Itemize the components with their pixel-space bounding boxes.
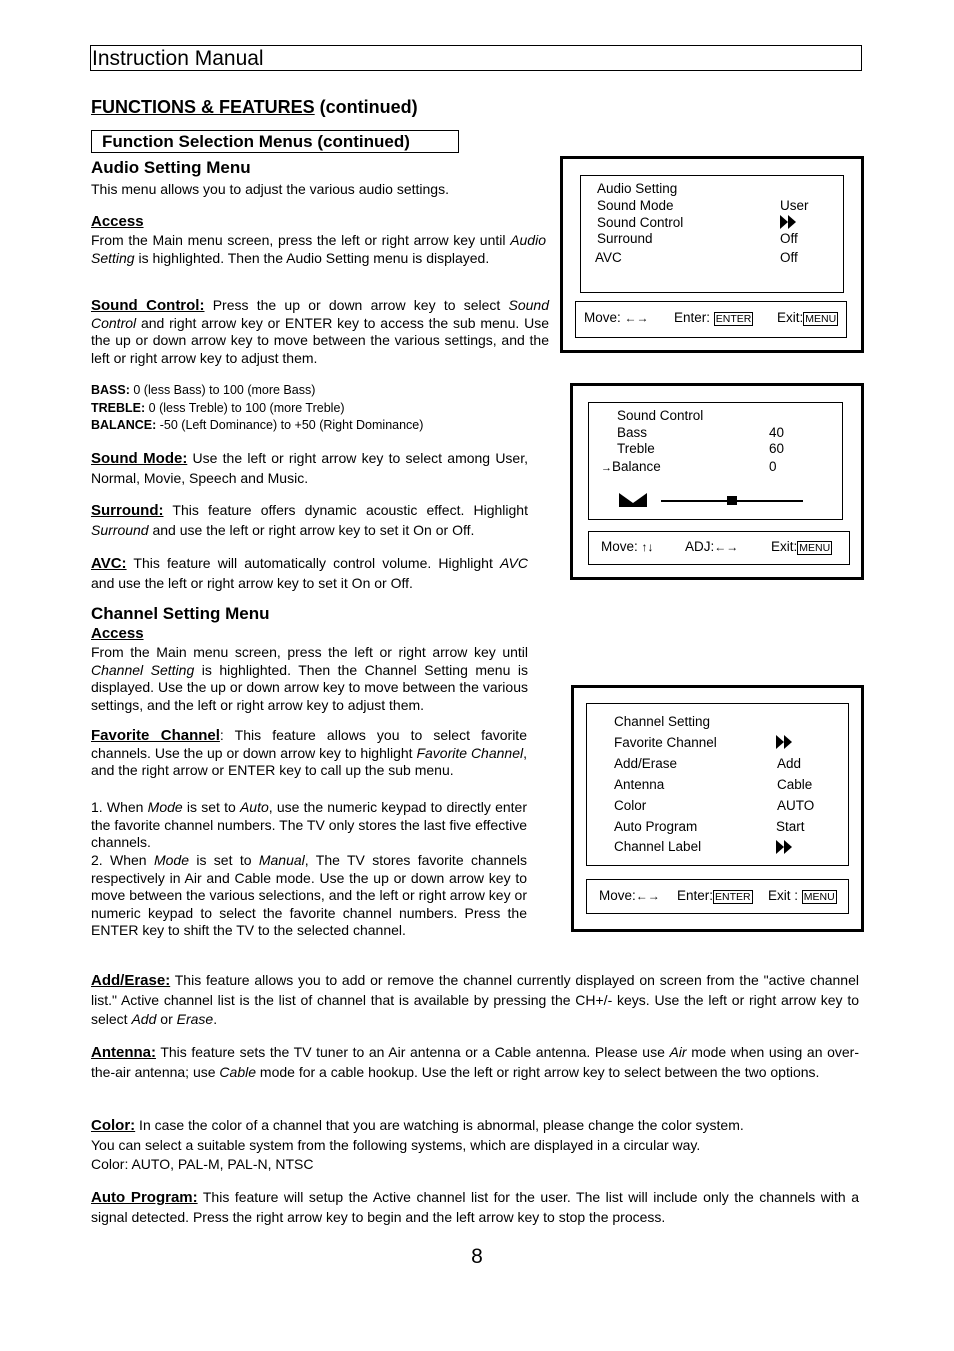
add-erase-para xyxy=(91,971,859,1030)
text-run: , use the numeric keypad to directly enter the favorite channel numbers. The TV only stores the last five effective channels. xyxy=(91,799,527,851)
adjust-label: ADJ: xyxy=(685,539,715,554)
text-italic: Sound Control xyxy=(91,297,549,331)
manual-header: Instruction Manual xyxy=(90,45,862,71)
osd-row-value: Start xyxy=(776,819,805,834)
text-run: is highlighted. Then the Audio Setting menu is displayed. xyxy=(134,249,490,266)
treble-range-text: 0 (less Treble) to 100 (more Treble) xyxy=(145,400,345,415)
submenu-arrow-icon xyxy=(776,735,794,752)
exit-hint xyxy=(777,310,838,326)
osd-title: Channel Setting xyxy=(614,714,711,729)
osd-row-value: Off xyxy=(780,231,798,246)
channel-heading: Channel Setting Menu xyxy=(91,604,270,623)
text-run: is highlighted. Then the Channel Setting menu is displayed. Use the up or down arrow key to move between the various settings, and the left or right arrow key to adjust them. xyxy=(91,661,528,713)
osd-row-value: AUTO xyxy=(777,798,815,813)
text-run: , and the right arrow or ENTER key to call up the sub menu. xyxy=(91,744,527,779)
add-erase-label: Add/Erase: xyxy=(91,972,171,989)
osd-row-value: 40 xyxy=(769,425,785,440)
balance-range-label: BALANCE: xyxy=(91,418,157,432)
osd-row-label: Favorite Channel xyxy=(614,735,717,750)
surround-para xyxy=(91,501,528,540)
audio-access-label: Access xyxy=(91,213,144,230)
text-run: Press the up or down arrow key to select xyxy=(204,297,509,313)
osd-row-value: Cable xyxy=(777,777,813,792)
osd-row-value: Off xyxy=(780,250,798,265)
sound-mode-label: Sound Mode: xyxy=(91,450,188,467)
auto-program-label: Auto Program: xyxy=(91,1189,198,1206)
move-label: Move: xyxy=(599,888,636,903)
text-italic: Add xyxy=(131,1011,157,1027)
sound-control-para xyxy=(91,297,549,367)
text-run: and right arrow key or ENTER key to access the sub menu. Use the up or down arrow key to move between the various settings, and the left or right arrow key to adjust them. xyxy=(91,314,549,366)
balance-range-text: -50 (Left Dominance) to +50 (Right Dominance) xyxy=(156,418,424,432)
channel-access-label: Access xyxy=(91,625,144,642)
text-italic: Cable xyxy=(219,1063,257,1080)
sound-control-key-bar xyxy=(588,531,850,565)
text-italic: Erase xyxy=(176,1011,214,1027)
osd-title: Sound Control xyxy=(617,408,704,423)
text-run: This feature offers dynamic acoustic effect. Highlight xyxy=(163,502,528,518)
osd-row-label: Treble xyxy=(617,441,655,456)
color-label: Color: xyxy=(91,1117,136,1134)
channel-setting-menu-box xyxy=(586,703,849,866)
move-hint xyxy=(599,888,660,903)
channel-setting-osd xyxy=(571,685,864,932)
fast-forward-icon xyxy=(780,215,798,229)
audio-setting-key-bar xyxy=(575,301,847,338)
osd-row-value: User xyxy=(780,198,809,213)
color-line-2: You can select a suitable system from the following systems, which are displayed in a circular way. xyxy=(91,1136,701,1153)
exit-hint xyxy=(768,888,837,904)
exit-label: Exit: xyxy=(777,310,804,325)
left-right-arrow-icon: ←→ xyxy=(635,889,660,903)
osd-row-label: Add/Erase xyxy=(614,756,678,771)
left-right-arrow-icon: ←→ xyxy=(624,311,649,325)
text-italic: Manual xyxy=(258,852,305,868)
osd-row-label: Antenna xyxy=(614,777,665,792)
osd-row-label: Sound Control xyxy=(597,215,684,230)
up-down-arrow-icon: ↑↓ xyxy=(641,540,654,554)
text-italic: Mode xyxy=(153,852,189,868)
enter-label: Enter: xyxy=(674,310,711,325)
text-italic: Channel Setting xyxy=(91,661,195,678)
antenna-label: Antenna: xyxy=(91,1044,156,1061)
treble-range-label: TREBLE: xyxy=(91,400,146,415)
balance-slider-knob xyxy=(727,496,737,505)
speaker-balance-icon xyxy=(619,491,651,509)
section-title xyxy=(91,97,418,118)
range-list xyxy=(91,382,551,435)
text-run: : This feature allows you to select favorite channels. Use the up or down arrow key to highlight xyxy=(91,727,527,761)
audio-access-text xyxy=(91,232,546,267)
move-label: Move: xyxy=(601,539,638,554)
menu-key-icon: MENU xyxy=(803,891,835,903)
osd-row-label: Sound Mode xyxy=(597,198,674,213)
text-italic: Auto xyxy=(239,799,269,815)
osd-row-value: 60 xyxy=(769,441,785,456)
osd-row-value: Add xyxy=(777,756,802,771)
exit-label: Exit : xyxy=(768,888,799,903)
text-run: , The TV stores favorite channels respectively in Air and Cable mode. Use the up or down arrow key to move between the various selections, and the left or right arrow key or numeric keypad to select the favorite channel numbers. Press the ENTER key to shift the TV to the selected channel. xyxy=(91,852,528,939)
color-line-3: Color: AUTO, PAL-M, PAL-N, NTSC xyxy=(91,1156,314,1172)
menu-key-icon: MENU xyxy=(805,313,837,325)
auto-program-para xyxy=(91,1188,859,1227)
submenu-arrow-icon xyxy=(780,215,798,232)
enter-hint xyxy=(674,310,753,326)
text-italic: Surround xyxy=(91,521,149,538)
bass-range-text: 0 (less Bass) to 100 (more Bass) xyxy=(129,383,316,397)
balance-row xyxy=(601,459,661,474)
osd-row-label: Channel Label xyxy=(614,839,702,854)
text-run: From the Main menu screen, press the left or right arrow key until xyxy=(91,644,528,660)
menu-key-icon: MENU xyxy=(799,542,831,554)
antenna-para xyxy=(91,1043,859,1082)
color-para xyxy=(91,1116,859,1175)
left-right-arrow-icon: ←→ xyxy=(714,540,739,554)
text-italic: Favorite Channel xyxy=(416,744,524,761)
exit-label: Exit: xyxy=(771,539,798,554)
text-run: . xyxy=(213,1011,218,1027)
sound-mode-para xyxy=(91,449,528,488)
text-run: and use the left or right arrow key to set it On or Off. xyxy=(91,574,413,591)
text-run: In case the color of a channel that you are watching is abnormal, please change the color system. xyxy=(135,1117,744,1133)
text-run: mode when using an over-the-air antenna; use xyxy=(91,1044,859,1080)
move-label: Move: xyxy=(584,310,621,325)
favorite-mode-manual xyxy=(91,852,527,940)
audio-heading: Audio Setting Menu xyxy=(91,158,251,177)
fast-forward-icon xyxy=(776,735,794,749)
enter-key-icon: ENTER xyxy=(715,313,752,325)
page-number: 8 xyxy=(471,1245,483,1268)
avc-label: AVC: xyxy=(91,555,127,572)
adjust-hint xyxy=(685,539,738,554)
sound-control-osd xyxy=(570,383,864,580)
osd-row-label: Color xyxy=(614,798,647,813)
text-run: Use the left or right arrow key to select among User, Normal, Movie, Speech and Music. xyxy=(91,450,528,486)
move-hint xyxy=(584,310,649,325)
channel-setting-key-bar xyxy=(586,879,849,914)
osd-row-label: Bass xyxy=(617,425,648,440)
text-run: This feature will setup the Active channel list for the user. The list will include only the channels with a signal detected. Press the right arrow key to begin and the left arrow key to stop the process. xyxy=(91,1189,859,1225)
text-run: mode for a cable hookup. Use the left or right arrow key to select between the two options. xyxy=(256,1063,820,1080)
text-run: is set to xyxy=(188,852,259,868)
text-italic: AVC xyxy=(499,555,528,571)
enter-key-icon: ENTER xyxy=(715,891,751,903)
text-run: This feature will automatically control volume. Highlight xyxy=(126,555,500,571)
text-italic: Mode xyxy=(147,799,183,815)
bass-range-label: BASS: xyxy=(91,383,130,397)
surround-label: Surround: xyxy=(91,502,164,519)
favorite-channel-para xyxy=(91,727,527,780)
bass-range xyxy=(91,382,551,400)
selection-arrow-icon: → xyxy=(601,462,612,474)
text-run: This feature sets the TV tuner to an Air antenna or a Cable antenna. Please use xyxy=(156,1044,670,1060)
color-line-1 xyxy=(91,1116,859,1136)
osd-row-label: AVC xyxy=(595,250,622,265)
channel-access-text xyxy=(91,644,528,714)
audio-setting-osd xyxy=(560,156,864,353)
osd-title: Audio Setting xyxy=(597,181,678,196)
favorite-mode-auto xyxy=(91,799,527,852)
avc-para xyxy=(91,554,528,593)
text-run: 1. When xyxy=(91,799,148,815)
move-hint xyxy=(601,539,654,554)
balance-range xyxy=(91,417,551,435)
text-run: This feature allows you to add or remove the channel currently displayed on screen from the "active channel list." Active channel list is the list of channel that is available by pressing the CH+/- keys. Use the left or right arrow key to select xyxy=(91,972,859,1027)
exit-hint xyxy=(771,539,832,555)
text-run: 2. When xyxy=(91,852,154,868)
osd-row-label: Auto Program xyxy=(614,819,698,834)
sound-control-label: Sound Control: xyxy=(91,297,205,314)
osd-row-label: Balance xyxy=(612,459,661,474)
section-title-rest: (continued) xyxy=(314,97,418,117)
text-run: or xyxy=(156,1011,177,1027)
enter-hint xyxy=(677,888,753,904)
sound-control-menu-box xyxy=(588,402,843,520)
submenu-arrow-icon xyxy=(776,840,794,857)
osd-row-label: Surround xyxy=(597,231,653,246)
osd-row-value: 0 xyxy=(769,459,777,474)
text-run: is set to xyxy=(182,799,240,815)
text-italic: Air xyxy=(669,1044,687,1060)
text-run: From the Main menu screen, press the left or right arrow key until xyxy=(91,232,511,248)
enter-label: Enter: xyxy=(677,888,714,903)
subsection-title: Function Selection Menus (continued) xyxy=(91,130,459,153)
treble-range xyxy=(91,400,551,418)
audio-setting-menu-box xyxy=(580,175,844,293)
text-run: and use the left or right arrow key to set it On or Off. xyxy=(148,521,475,538)
audio-intro: This menu allows you to adjust the various audio settings. xyxy=(91,181,449,197)
section-title-main: FUNCTIONS & FEATURES xyxy=(91,97,315,117)
text-italic: Audio Setting xyxy=(91,232,546,266)
favorite-channel-label: Favorite Channel xyxy=(91,727,220,744)
fast-forward-icon xyxy=(776,840,794,854)
